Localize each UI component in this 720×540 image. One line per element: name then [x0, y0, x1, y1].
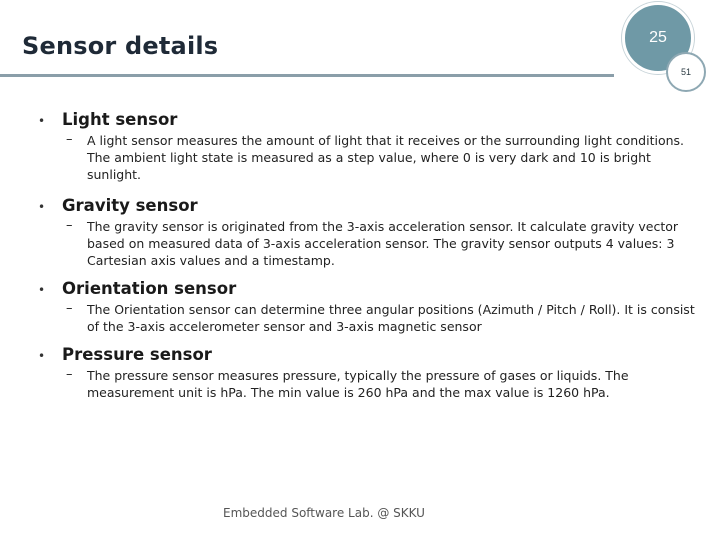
dash-icon: –: [66, 367, 73, 382]
slide-badge: 25: [622, 2, 694, 74]
slide-title: Sensor details: [22, 32, 219, 60]
dash-icon: –: [66, 301, 73, 316]
title-divider: [0, 74, 614, 77]
bullet-item-gravity: [38, 196, 698, 279]
bullet-item-light: [38, 110, 698, 196]
dash-icon: –: [66, 218, 73, 233]
bullet-detail: The pressure sensor measures pressure, typically the pressure of gases or liquids. The measurement unit is hPa. The min value is 260 hPa and the max value is 1260 hPa.: [87, 368, 629, 400]
bullet-list: [38, 110, 698, 415]
bullet-detail: The Orientation sensor can determine three angular positions (Azimuth / Pitch / Roll). It is consist of the 3-axis accelerometer sensor and 3-axis magnetic sensor: [87, 302, 695, 334]
bullet-item-pressure: [38, 345, 698, 415]
dash-icon: –: [66, 132, 73, 147]
bullet-heading: Light sensor: [62, 110, 178, 129]
bullet-dot-icon: •: [38, 114, 46, 128]
bullet-heading: Orientation sensor: [62, 279, 237, 298]
bullet-dot-icon: •: [38, 349, 46, 363]
bullet-heading: Gravity sensor: [62, 196, 198, 215]
bullet-detail: The gravity sensor is originated from the 3-axis acceleration sensor. It calculate gravity vector based on measured data of 3-axis acceleration sensor. The gravity sensor outputs 4 values: 3 Cartesian axis values and a timestamp.: [87, 219, 679, 268]
bullet-heading: Pressure sensor: [62, 345, 212, 364]
bullet-item-orientation: [38, 279, 698, 345]
bullet-dot-icon: •: [38, 283, 46, 297]
page-number: 51: [666, 52, 706, 92]
bullet-dot-icon: •: [38, 200, 46, 214]
footer-credit: Embedded Software Lab. @ SKKU: [223, 506, 425, 520]
bullet-detail: A light sensor measures the amount of light that it receives or the surrounding light conditions. The ambient light state is measured as a step value, where 0 is very dark and 10 is bright sunlight.: [87, 133, 685, 182]
